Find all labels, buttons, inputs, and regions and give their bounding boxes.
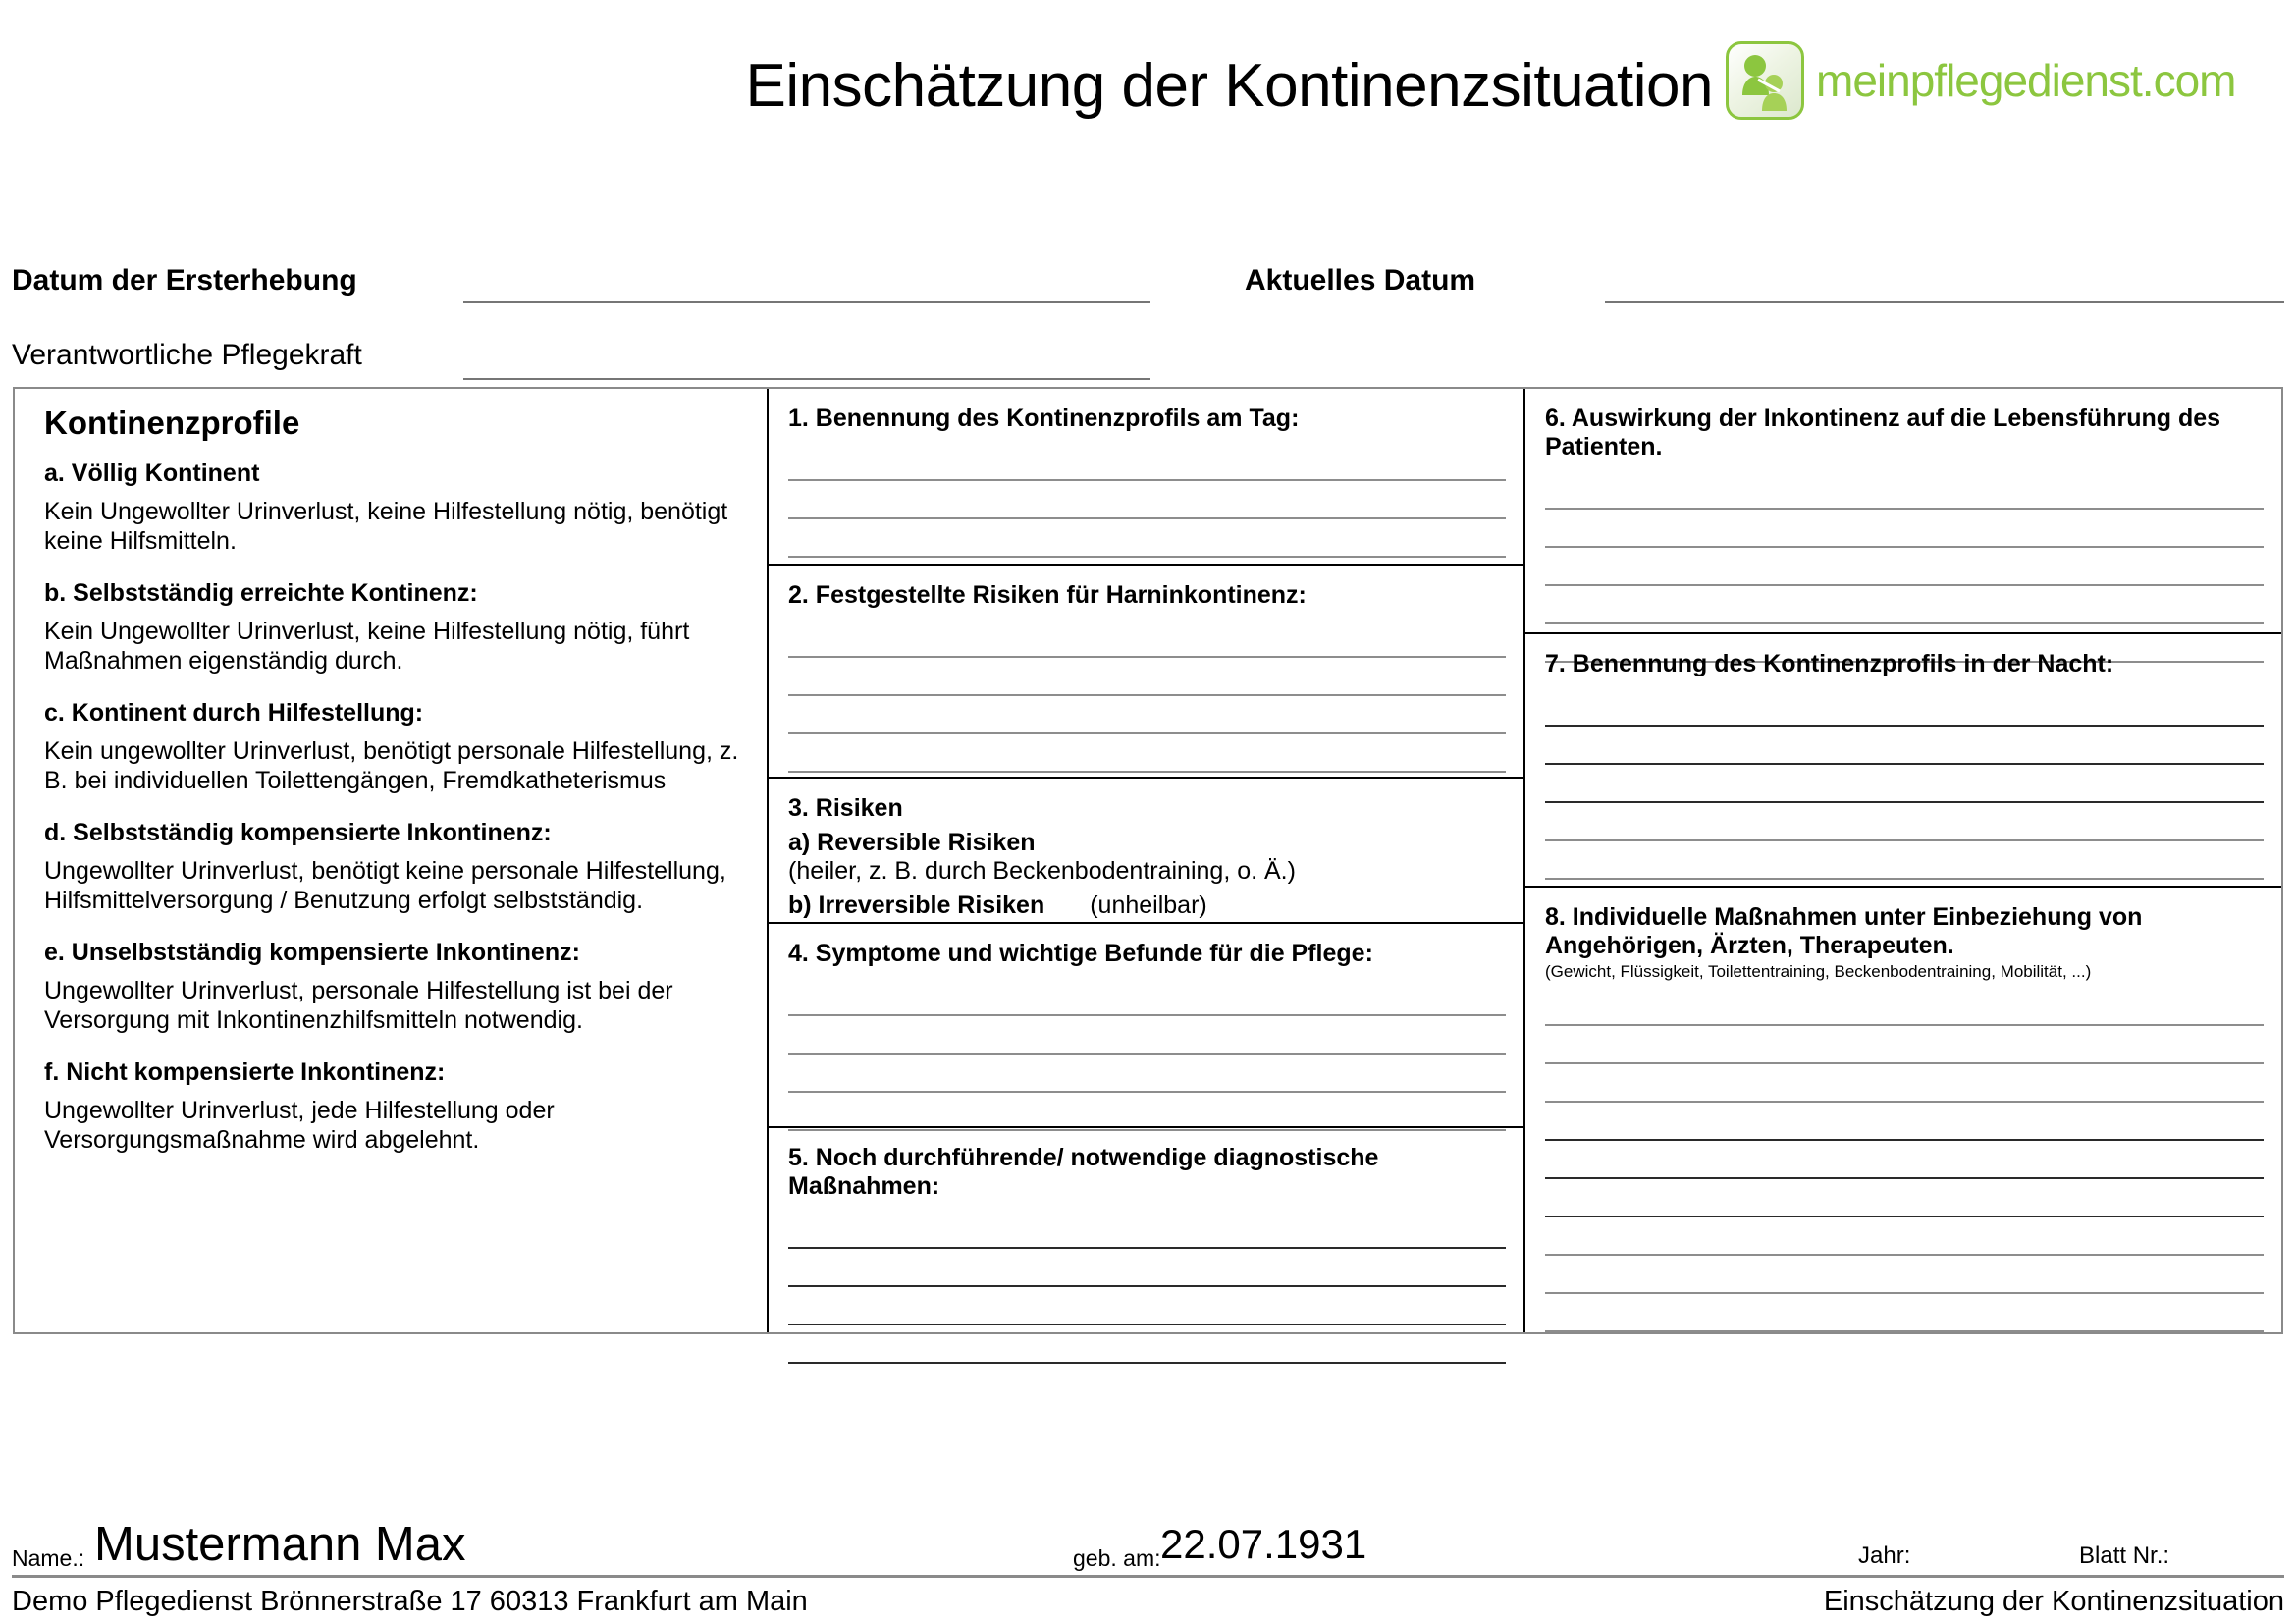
section-7-title: 7. Benennung des Kontinenzprofils in der Nacht: [1545, 650, 2114, 677]
write-line[interactable] [788, 1249, 1506, 1287]
write-line[interactable] [1545, 688, 2264, 727]
profile-term-d: d. Selbstständig kompensierte Inkontinenz: [44, 819, 552, 846]
section-7 [1525, 632, 2281, 886]
footer-birthdate-value: 22.07.1931 [1160, 1521, 1367, 1567]
write-line[interactable] [1545, 548, 2264, 586]
write-line[interactable] [788, 1211, 1506, 1249]
page-title: Einschätzung der Kontinenzsituation [745, 52, 1713, 120]
profile-term-c: c. Kontinent durch Hilfestellung: [44, 699, 424, 727]
form-body [13, 387, 2283, 1334]
pflegekraft-input[interactable] [463, 378, 1150, 380]
section-8-lines [1545, 988, 2264, 1332]
section-2 [769, 564, 1523, 777]
write-line[interactable] [788, 1325, 1506, 1364]
write-line[interactable] [1545, 765, 2264, 803]
write-line[interactable] [1545, 727, 2264, 765]
profile-desc-a: Kein Ungewollter Urinverlust, keine Hilfestellung nötig, benötigt keine Hilfsmitteln. [44, 498, 728, 555]
section-8 [1525, 886, 2281, 1338]
write-line[interactable] [1545, 586, 2264, 624]
section-7-lines [1545, 688, 2264, 880]
footer-name-value: Mustermann Max [94, 1518, 466, 1571]
section-3a-note: (heiler, z. B. durch Beckenbodentraining, o. Ä.) [788, 857, 1296, 885]
section-6-title: 6. Auswirkung der Inkontinenz auf die Lebensführung des Patienten. [1545, 405, 2221, 460]
profile-term-b: b. Selbstständig erreichte Kontinenz: [44, 579, 478, 607]
write-line[interactable] [1545, 1141, 2264, 1179]
profile-term-a: a. Völlig Kontinent [44, 460, 260, 487]
kontinenzprofile-heading: Kontinenzprofile [44, 405, 300, 441]
section-5-title: 5. Noch durchführende/ notwendige diagnostische Maßnahmen: [788, 1144, 1379, 1200]
brand-logo [1726, 41, 2235, 120]
section-8-title: 8. Individuelle Maßnahmen unter Einbeziehung von Angehörigen, Ärzten, Therapeuten. [1545, 903, 2143, 959]
write-line[interactable] [788, 1016, 1506, 1055]
write-line[interactable] [788, 978, 1506, 1016]
write-line[interactable] [1545, 1103, 2264, 1141]
write-line[interactable] [788, 481, 1506, 519]
footer-birthdate-label: geb. am: [1073, 1545, 1161, 1571]
profile-term-f: f. Nicht kompensierte Inkontinenz: [44, 1058, 446, 1086]
write-line[interactable] [1545, 1294, 2264, 1332]
ersterhebung-input[interactable] [463, 301, 1150, 303]
section-6 [1525, 389, 2281, 632]
write-line[interactable] [1545, 841, 2264, 880]
footer-name-label: Name.: [12, 1545, 85, 1571]
top-fields [0, 250, 2296, 378]
profile-desc-c: Kein ungewollter Urinverlust, benötigt personale Hilfestellung, z. B. bei individuellen Toilettengängen, Fremdkatheterismus [44, 737, 739, 794]
profile-desc-b: Kein Ungewollter Urinverlust, keine Hilfestellung nötig, führt Maßnahmen eigenständig durch. [44, 618, 690, 675]
sections-6-8-column [1525, 389, 2281, 1332]
write-line[interactable] [1545, 1179, 2264, 1217]
section-3b-note: (unheilbar) [1090, 892, 1207, 919]
brand-logo-text: meinpflegedienst.com [1816, 55, 2236, 106]
profile-desc-f: Ungewollter Urinverlust, jede Hilfestellung oder Versorgungsmaßnahme wird abgelehnt. [44, 1097, 555, 1154]
section-3b-label: b) Irreversible Risiken [788, 892, 1045, 919]
footer-divider [12, 1575, 2284, 1578]
section-4-lines [788, 978, 1506, 1131]
footer-address: Demo Pflegedienst Brönnerstraße 17 60313 Frankfurt am Main [12, 1586, 808, 1617]
page-footer [0, 1490, 2296, 1623]
aktuelles-datum-input[interactable] [1605, 301, 2284, 303]
section-3a-label: a) Reversible Risiken [788, 829, 1036, 856]
pflegekraft-label: Verantwortliche Pflegekraft [12, 339, 362, 371]
section-5-lines [788, 1211, 1506, 1364]
meinpflegedienst-icon [1726, 41, 1804, 120]
section-4-title: 4. Symptome und wichtige Befunde für die Pflege: [788, 940, 1373, 967]
section-2-title: 2. Festgestellte Risiken für Harninkontinenz: [788, 581, 1307, 609]
ersterhebung-label: Datum der Ersterhebung [12, 264, 357, 297]
profile-desc-d: Ungewollter Urinverlust, benötigt keine personale Hilfestellung, Hilfsmittelversorgung / Benutzung erfolgt selbstständig. [44, 857, 726, 914]
section-1-lines [788, 443, 1506, 558]
section-3-title: 3. Risiken [788, 794, 903, 822]
write-line[interactable] [1545, 471, 2264, 510]
write-line[interactable] [788, 1287, 1506, 1325]
write-line[interactable] [1545, 1256, 2264, 1294]
footer-form-name: Einschätzung der Kontinenzsituation [1823, 1586, 2284, 1617]
sections-1-5-column [769, 389, 1525, 1332]
write-line[interactable] [1545, 1026, 2264, 1064]
profile-term-e: e. Unselbstständig kompensierte Inkontinenz: [44, 939, 580, 966]
write-line[interactable] [788, 443, 1506, 481]
section-1-title: 1. Benennung des Kontinenzprofils am Tag: [788, 405, 1300, 432]
write-line[interactable] [1545, 510, 2264, 548]
footer-sheet-number-label: Blatt Nr.: [2079, 1542, 2170, 1569]
section-4 [769, 922, 1523, 1126]
write-line[interactable] [1545, 803, 2264, 841]
footer-year-label: Jahr: [1858, 1542, 1911, 1569]
aktuelles-datum-label: Aktuelles Datum [1245, 264, 1476, 297]
write-line[interactable] [1545, 1064, 2264, 1103]
section-1 [769, 389, 1523, 564]
write-line[interactable] [1545, 988, 2264, 1026]
write-line[interactable] [788, 734, 1506, 773]
kontinenzprofile-cell [15, 389, 767, 1184]
profile-desc-e: Ungewollter Urinverlust, personale Hilfestellung ist bei der Versorgung mit Inkontinenzhilfsmitteln notwendig. [44, 977, 673, 1034]
write-line[interactable] [1545, 1217, 2264, 1256]
write-line[interactable] [788, 1055, 1506, 1093]
section-5 [769, 1126, 1523, 1370]
page-header [0, 0, 2296, 157]
section-8-note: (Gewicht, Flüssigkeit, Toilettentraining, Beckenbodentraining, Mobilität, ...) [1545, 962, 2092, 981]
write-line[interactable] [788, 519, 1506, 558]
write-line[interactable] [788, 696, 1506, 734]
write-line[interactable] [788, 620, 1506, 658]
section-2-lines [788, 620, 1506, 773]
kontinenzprofile-column [15, 389, 769, 1332]
write-line[interactable] [788, 658, 1506, 696]
section-3 [769, 777, 1523, 922]
